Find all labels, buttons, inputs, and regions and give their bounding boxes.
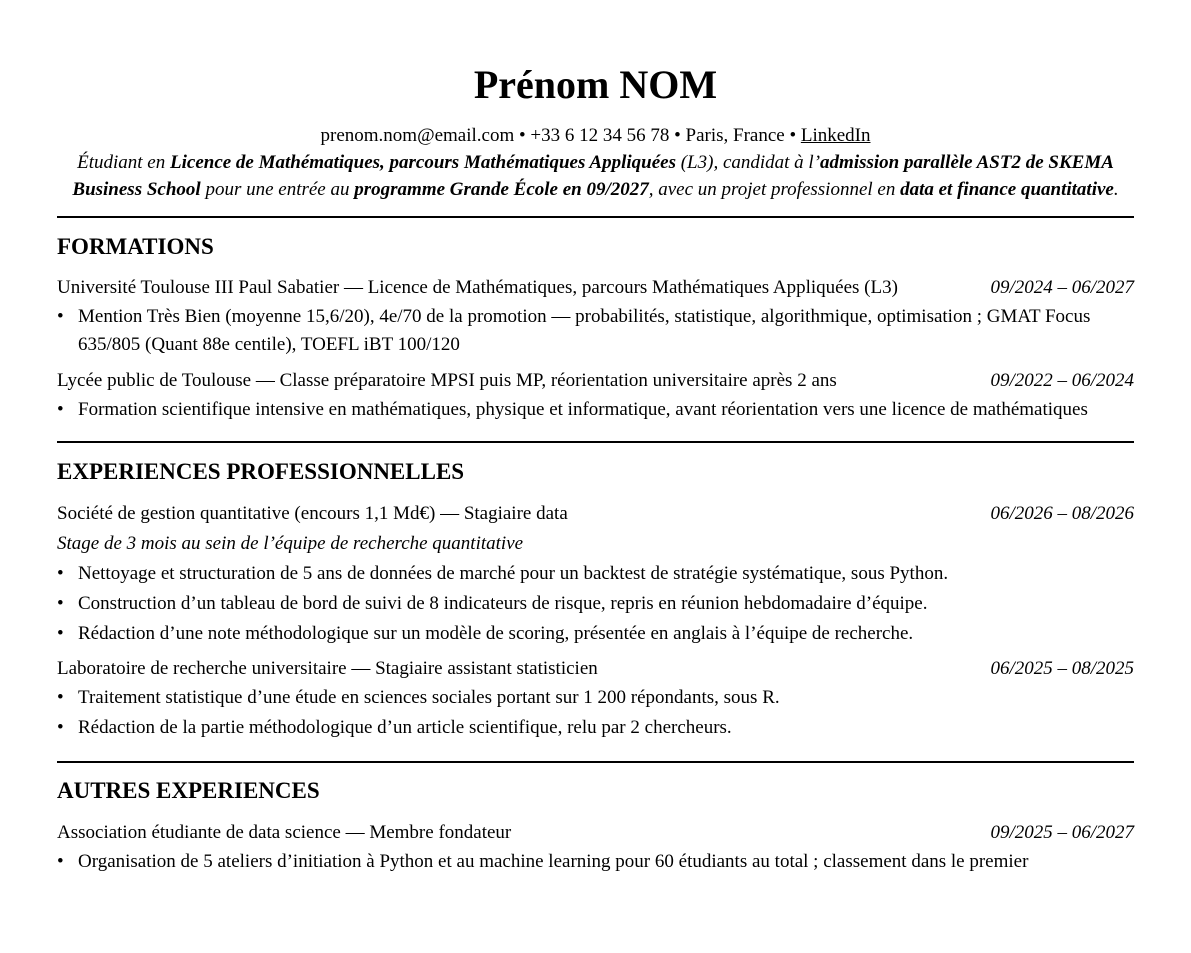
entry-date: 06/2025 – 08/2025 bbox=[990, 658, 1134, 679]
entry-bullets bbox=[57, 303, 1134, 359]
summary-text: , avec un projet professionnel en bbox=[648, 179, 901, 200]
summary-emphasis: programme Grande École en 09/2027 bbox=[354, 179, 649, 200]
other-experience-entry bbox=[57, 822, 1134, 876]
entry-date: 09/2025 – 06/2027 bbox=[990, 822, 1134, 843]
entry-subtitle: Stage de 3 mois au sein de l’équipe de recherche quantitative bbox=[57, 533, 524, 554]
bullet-item: • Nettoyage et structuration de 5 ans de données de marché pour un backtest de stratégie systématique, sous Python. bbox=[57, 559, 1134, 589]
contact-line bbox=[57, 125, 1134, 147]
bullet-item: • Construction d’un tableau de bord de suivi de 8 indicateurs de risque, repris en réunion hebdomadaire d’équipe. bbox=[57, 589, 1134, 619]
summary-emphasis: Licence de Mathématiques, parcours Mathématiques Appliquées bbox=[170, 152, 676, 173]
education-entry bbox=[57, 277, 1134, 359]
entry-date: 09/2022 – 06/2024 bbox=[990, 370, 1134, 391]
section-divider bbox=[57, 761, 1134, 763]
section-title: FORMATIONS bbox=[57, 234, 214, 259]
summary-text: . bbox=[1113, 179, 1119, 200]
bullet-item: • Traitement statistique d’une étude en sciences sociales portant sur 1 200 répondants, sous R. bbox=[57, 683, 1134, 713]
linkedin-link[interactable]: LinkedIn bbox=[800, 125, 871, 146]
bullet-item: • Rédaction d’une note méthodologique sur un modèle de scoring, présentée en anglais à l’équipe de recherche. bbox=[57, 619, 1134, 649]
education-entry bbox=[57, 370, 1134, 424]
profile-summary bbox=[57, 149, 1134, 203]
summary-text: (L3), candidat à l’ bbox=[675, 152, 821, 173]
entry-header bbox=[57, 658, 1134, 680]
section-divider bbox=[57, 216, 1134, 218]
entry-header bbox=[57, 822, 1134, 844]
bullet-item: • Organisation de 5 ateliers d’initiation à Python et au machine learning pour 60 étudiants au total ; classement dans le premier bbox=[57, 848, 1134, 876]
summary-emphasis: data et finance quantitative bbox=[900, 179, 1114, 200]
entry-bullets bbox=[57, 559, 1134, 649]
bullet-item: • Rédaction de la partie méthodologique d’un article scientifique, relu par 2 chercheurs. bbox=[57, 713, 1134, 743]
section-experiences bbox=[57, 458, 1134, 743]
entry-bullets bbox=[57, 848, 1134, 876]
entry-title: Association étudiante de data science — Membre fondateur bbox=[57, 822, 512, 843]
entry-bullets bbox=[57, 683, 1134, 743]
entry-title: Université Toulouse III Paul Sabatier — Licence de Mathématiques, parcours Mathématiques Appliquées (L3) bbox=[57, 277, 898, 298]
bullet-item: • Formation scientifique intensive en mathématiques, physique et informatique, avant réorientation vers une licence de mathématiques bbox=[57, 396, 1134, 424]
bullet-item: • Mention Très Bien (moyenne 15,6/20), 4e/70 de la promotion — probabilités, statistique, algorithmique, optimisation ; GMAT Focus 635/805 (Quant 88e centile), TOEFL iBT 100/120 bbox=[57, 303, 1134, 359]
section-title: EXPERIENCES PROFESSIONNELLES bbox=[57, 459, 465, 484]
summary-emphasis: admission parallèle AST2 de SKEMA Business School bbox=[72, 152, 1114, 200]
entry-header bbox=[57, 370, 1134, 392]
entry-date: 09/2024 – 06/2027 bbox=[990, 277, 1134, 298]
entry-header bbox=[57, 277, 1134, 299]
experience-entry bbox=[57, 503, 1134, 649]
entry-title: Laboratoire de recherche universitaire — Stagiaire assistant statisticien bbox=[57, 658, 598, 679]
entry-title: Lycée public de Toulouse — Classe préparatoire MPSI puis MP, réorientation universitaire après 2 ans bbox=[57, 370, 837, 391]
entry-title: Société de gestion quantitative (encours 1,1 Md€) — Stagiaire data bbox=[57, 503, 568, 524]
experience-entry bbox=[57, 658, 1134, 743]
contact-details: prenom.nom@email.com • +33 6 12 34 56 78 • Paris, France • bbox=[320, 125, 801, 146]
entry-header bbox=[57, 503, 1134, 525]
entry-bullets bbox=[57, 396, 1134, 424]
summary-text: pour une entrée au bbox=[200, 179, 355, 200]
resume-page bbox=[57, 0, 1134, 876]
section-divider bbox=[57, 441, 1134, 443]
summary-text: Étudiant en bbox=[77, 152, 170, 173]
entry-date: 06/2026 – 08/2026 bbox=[990, 503, 1134, 524]
section-formations bbox=[57, 233, 1134, 424]
section-title: AUTRES EXPERIENCES bbox=[57, 778, 320, 803]
section-autres-experiences bbox=[57, 777, 1134, 876]
candidate-name: Prénom NOM bbox=[473, 62, 718, 107]
